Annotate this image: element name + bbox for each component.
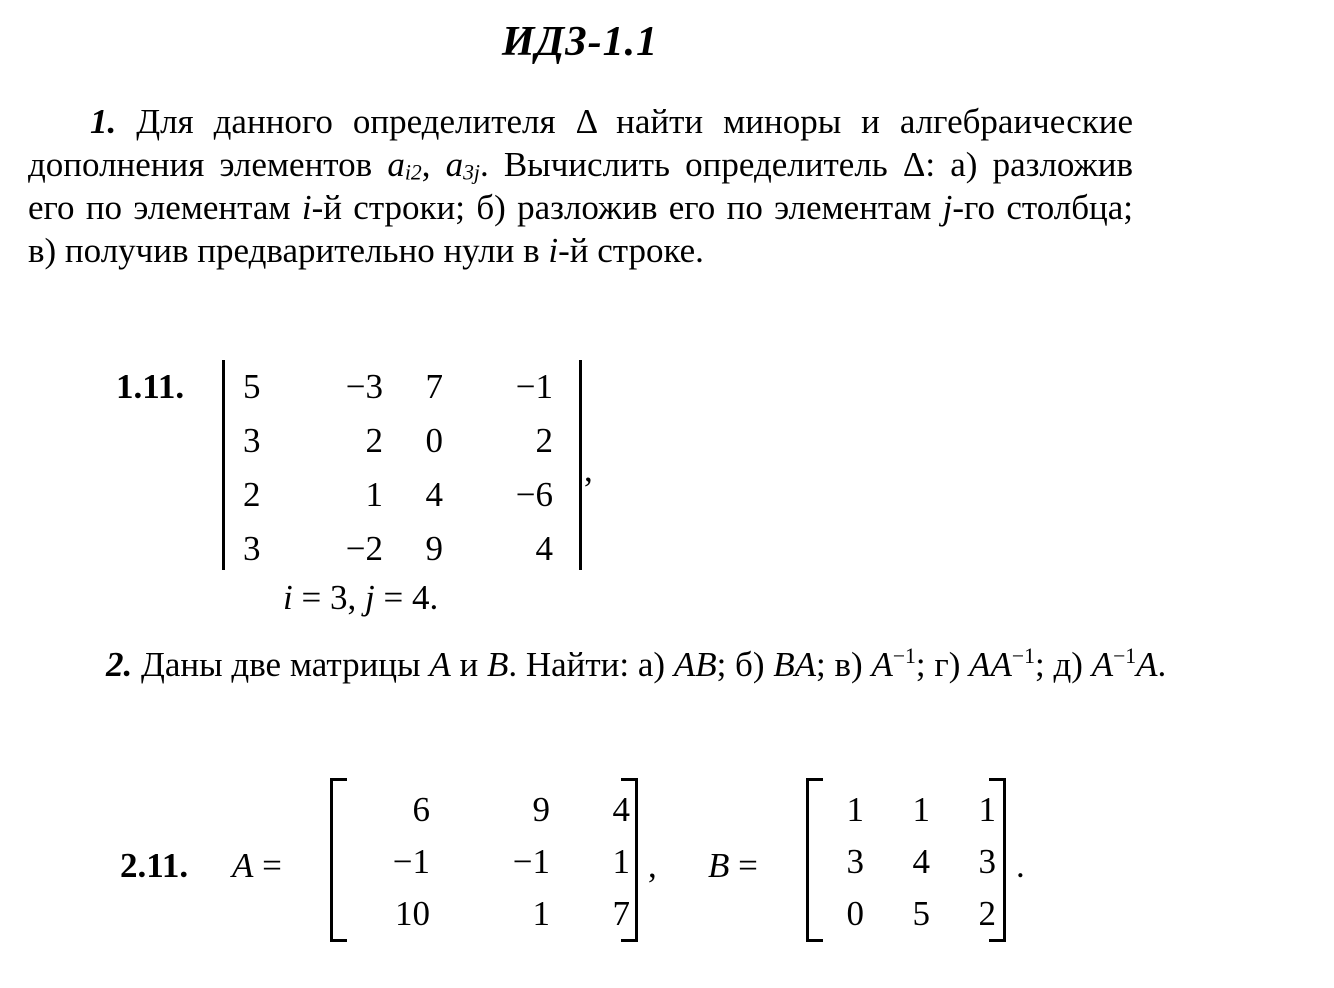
determinant-comma: , — [584, 450, 593, 489]
task-2-text: . Найти: а) — [508, 645, 674, 684]
product-ainv-a-tail: A — [1136, 645, 1158, 684]
matrix-a-cell: 4 — [612, 790, 630, 829]
i-value: = 3, — [292, 578, 365, 617]
task-1-text: -й строке. — [558, 231, 704, 270]
task-1-text: -го столбца; в) получив предварительно нули в — [28, 188, 1134, 270]
element-a-3j-subscript: 3j — [463, 160, 480, 185]
element-a-i2: a — [387, 145, 405, 184]
task-1-number: 1. — [90, 102, 117, 141]
determinant-cell: 4 — [535, 529, 553, 568]
matrix-b-cell: 1 — [978, 790, 996, 829]
inverse-exponent: −1 — [1113, 643, 1137, 668]
determinant-cell: 5 — [243, 367, 261, 406]
task-2-text: Даны две матрицы — [132, 645, 430, 684]
inverse-exponent: −1 — [892, 643, 916, 668]
task-2-text: ; д) — [1035, 645, 1092, 684]
matrix-a-comma: , — [648, 846, 657, 885]
task-2-text: и — [450, 645, 487, 684]
determinant-cell: −1 — [515, 367, 553, 406]
matrix-a-cell: 1 — [612, 842, 630, 881]
matrix-a-symbol: A — [429, 645, 451, 684]
var-i: i — [283, 578, 293, 617]
matrix-b-period: . — [1016, 846, 1025, 885]
determinant-cell: 0 — [425, 421, 443, 460]
problem-2-11-label: 2.11. — [120, 846, 189, 885]
matrix-b-cell: 2 — [978, 894, 996, 933]
task-2-statement — [28, 640, 1208, 690]
matrix-b-cell: 3 — [846, 842, 864, 881]
matrix-b-cell: 1 — [846, 790, 864, 829]
page-title: ИДЗ-1.1 — [501, 19, 659, 65]
task-1-statement — [28, 100, 1133, 272]
matrix-b-grid — [820, 784, 996, 940]
product-ab: AB — [673, 645, 717, 684]
product-ba: BA — [773, 645, 817, 684]
var-j: j — [364, 578, 375, 617]
determinant-cell: 7 — [425, 367, 443, 406]
task-2-text: ; г) — [915, 645, 970, 684]
task-2-number: 2. — [106, 645, 133, 684]
matrix-a-definition — [232, 840, 282, 892]
matrix-a-cell: 9 — [532, 790, 550, 829]
matrix-a — [330, 778, 638, 942]
inverse-a: A — [871, 645, 893, 684]
element-a-i2-subscript: i2 — [404, 160, 422, 185]
determinant-cell: 1 — [365, 475, 383, 514]
matrix-b-cell: 1 — [912, 790, 930, 829]
equals-sign: = — [253, 846, 282, 885]
var-j: j — [942, 188, 953, 227]
matrix-a-name: A — [232, 846, 254, 885]
determinant-cell: 9 — [425, 529, 443, 568]
determinant-cell: 2 — [243, 475, 261, 514]
task-2-text: ; б) — [716, 645, 774, 684]
matrix-a-grid — [350, 784, 630, 940]
matrix-b-cell: 5 — [912, 894, 930, 933]
matrix-a-cell: −1 — [512, 842, 550, 881]
determinant — [222, 360, 582, 570]
matrix-b-cell: 4 — [912, 842, 930, 881]
element-a-3j: a — [445, 145, 464, 184]
task-2-text: . — [1157, 645, 1167, 684]
determinant-cell: 2 — [535, 421, 553, 460]
matrix-b-definition — [708, 840, 758, 892]
determinant-cell: 3 — [243, 529, 261, 568]
matrix-a-cell: 10 — [395, 894, 430, 933]
equals-sign: = — [729, 846, 758, 885]
product-a-ainv: AA — [969, 645, 1012, 684]
task-1-text: . Вычислить определитель Δ: а) разложив его по элементам — [28, 145, 1133, 227]
product-ainv-a: A — [1091, 645, 1114, 684]
var-i: i — [548, 231, 559, 270]
determinant-cell: 3 — [243, 421, 261, 460]
inverse-exponent: −1 — [1011, 643, 1035, 668]
problem-1-11-label: 1.11. — [116, 367, 185, 406]
determinant-cell: 2 — [365, 421, 383, 460]
matrix-b-cell: 3 — [978, 842, 996, 881]
matrix-b-symbol: B — [486, 645, 509, 684]
matrix-a-cell: 6 — [412, 790, 430, 829]
matrix-a-cell: 1 — [532, 894, 550, 933]
matrix-b — [806, 778, 1006, 942]
var-i: i — [301, 188, 312, 227]
task-2-text: ; в) — [816, 645, 872, 684]
determinant-cell: 4 — [425, 475, 443, 514]
determinant-cell: −2 — [345, 529, 383, 568]
determinant-cell: −3 — [345, 367, 383, 406]
matrix-b-name: B — [708, 846, 730, 885]
task-1-text: -й строки; б) разложив его по элементам — [311, 188, 943, 227]
task-1-text: Для данного определителя Δ найти миноры и алгебраические дополнения элементов — [28, 102, 1133, 184]
matrix-b-cell: 0 — [846, 894, 864, 933]
task-1-separator: , — [421, 145, 446, 184]
j-value: = 4. — [374, 578, 439, 617]
determinant-grid — [243, 360, 553, 576]
matrix-a-cell: −1 — [392, 842, 430, 881]
matrix-a-cell: 7 — [612, 894, 630, 933]
index-values — [283, 578, 438, 618]
determinant-cell: −6 — [515, 475, 553, 514]
